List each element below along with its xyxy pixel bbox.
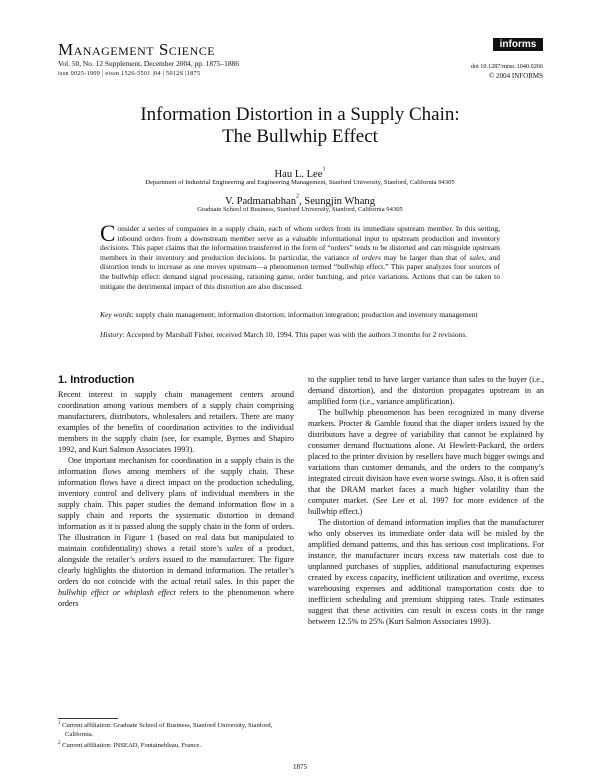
abstract-sales-term: sales	[469, 252, 485, 262]
footnote-2	[58, 740, 294, 751]
history-label: History	[100, 330, 123, 339]
abstract-dropcap: C	[100, 221, 116, 246]
doi: doi 10.1287/mnsc.1040.0266	[470, 63, 543, 70]
orders-term: orders	[138, 555, 160, 564]
intro-p2-text-3: issued to the manufacturer. The figure clearly highlights the distortion in demand information. The retailer’s orders do not coincide with the actual retail sales. In this paper the	[58, 555, 294, 586]
keywords-label: Key words	[100, 310, 132, 319]
author-2-name: V. Padmanabhan	[224, 196, 296, 207]
intro-p2-text-1: One important mechanism for coordination in a supply chain is the information flows among members of the supply chain. These information flows have a direct impact on the production scheduling, inventory control and delivery plans of individual members in the supply chain. This paper studies the demand information flow in a supply chain and reports the systematic distortion in demand information as it is passed along the supply chain in the form of orders. The illustration in Figure 1 (based on real data but manipulated to maintain confidentiality) shows a retail store’s	[58, 456, 294, 553]
bullwhip-term: bullwhip effect or whiplash effect	[58, 588, 176, 597]
intro-paragraph-2	[58, 455, 294, 609]
page-number: 1875	[293, 763, 307, 771]
issn-line: issn 0025-1909 | eissn 1526-5501 |04 | 5012S |1875	[58, 70, 201, 77]
section-heading: 1. Introduction	[58, 374, 135, 386]
title-line-1: Information Distortion in a Supply Chain:	[140, 104, 460, 125]
right-column	[308, 374, 544, 627]
author-2-affiliation: Graduate School of Business, Stanford University, Stanford, California 94305	[197, 206, 403, 213]
abstract	[100, 221, 500, 291]
keywords	[100, 310, 507, 320]
intro-paragraph-1: Recent interest in supply chain management centers around coordination among various members of a supply chain comprising manufacturers, distributors, wholesalers and retailers. There are many examples of the benefits of coordination activities to the individual members in the supply chain (see, for example, Byrnes and Shapiro 1992, and Kurt Salmon Associates 1993).	[58, 390, 294, 454]
footnote-1-text: Current affiliation: Graduate School of Business, Stanford University, Stanford, California.	[60, 722, 273, 739]
footnote-2-mark: 2	[58, 741, 61, 746]
author-3-name: , Seungjin Whang	[299, 196, 376, 207]
volume-line: Vol. 50, No. 12 Supplement, December 2004, pp. 1875–1886	[58, 59, 239, 68]
abstract-text-2: may be larger than that of	[380, 252, 470, 262]
author-1-name: Hau L. Lee	[274, 169, 323, 180]
footnote-rule	[58, 718, 118, 719]
footnote-2-text: Current affiliation: INSEAD, Fontainebleau, France.	[60, 742, 202, 750]
author-2-footnote-mark: 2	[296, 193, 299, 200]
history	[100, 330, 507, 340]
footnotes	[58, 720, 294, 751]
col2-paragraph-3: The distortion of demand information implies that the manufacturer who only observes its immediate order data will be misled by the amplified demand patterns, and this has serious cost implications. For instance, the manufacturer incurs excess raw materials cost due to unplanned purchases of supplies, additional manufacturing expenses created by excess capacity, inefficient utilization and overtime, excess warehousing expenses and additional transportation costs due to inefficient scheduling and premium shipping rates. Trade estimates suggest that these activities can result in excess costs in the range between 12.5% to 25% (Kurt Salmon Associates 1993).	[308, 518, 544, 626]
journal-name: Management Science	[58, 40, 216, 59]
abstract-orders-term: orders	[361, 252, 381, 262]
abstract-text-3: , and distortion tends to increase as one moves upstream—a phenomenon termed “bullwhip effect.” This paper analyzes four sources of the bullwhip effect: demand signal processing, rationing game, order batching, and price variations. Actions that can be taken to mitigate the detrimental impact of this distortion are also discussed.	[100, 252, 500, 291]
author-1-footnote-mark: 1	[322, 166, 326, 173]
author-1-affiliation: Department of Industrial Engineering and Engineering Management, Stanford University, Stanford, California 94305	[145, 179, 455, 186]
informs-logo: informs	[493, 38, 543, 51]
paper-title	[0, 104, 600, 148]
intro-p2-text-2: of a product, alongside the retailer’s	[58, 544, 294, 564]
footnote-1-mark: 1	[58, 721, 61, 726]
abstract-text-1: onsider a series of companies in a supply chain, each of whom orders from its immediate upstream member. In this setting, inbound orders from a downstream member serve as a valuable informational input to upstream production and inventory decisions. This paper claims that the information transferred in the form of “orders” tends to be distorted and can misguide upstream members in their inventory and production decisions. In particular, the variance of	[100, 224, 500, 262]
history-text: : Accepted by Marshall Fisher, received March 10, 1994. This paper was with the authors 3 months for 2 revisions.	[122, 330, 468, 339]
title-line-2: The Bullwhip Effect	[222, 126, 378, 147]
intro-p2-text-4: refers to the phenomenon where orders	[58, 588, 294, 608]
footnote-1	[58, 720, 294, 740]
col2-paragraph-1: to the supplier tend to have larger variance than sales to the buyer (i.e., demand distortion), and the distortion propagates upstream in an amplified form (i.e., variance amplification).	[308, 375, 544, 406]
sales-term: sales	[226, 544, 243, 553]
left-column	[58, 374, 294, 609]
keywords-text: : supply chain management; information distortion; information integration; production and inventory management	[131, 310, 478, 319]
copyright: © 2004 INFORMS	[489, 72, 543, 80]
col2-paragraph-2: The bullwhip phenomenon has been recognized in many diverse markets. Procter & Gamble found that the diaper orders issued by the distributors have a degree of variability that cannot be explained by consumer demand fluctuations alone. At Hewlett-Packard, the orders placed to the printer division by resellers have much bigger swings and variations than customer demands, and the orders to the company’s integrated circuit division have even worse swings. Also, it is often said that the DRAM market faces a much higher volatility than the computer market. (See Lee et al. 1997 for more evidence of the bullwhip effect.)	[308, 408, 544, 516]
